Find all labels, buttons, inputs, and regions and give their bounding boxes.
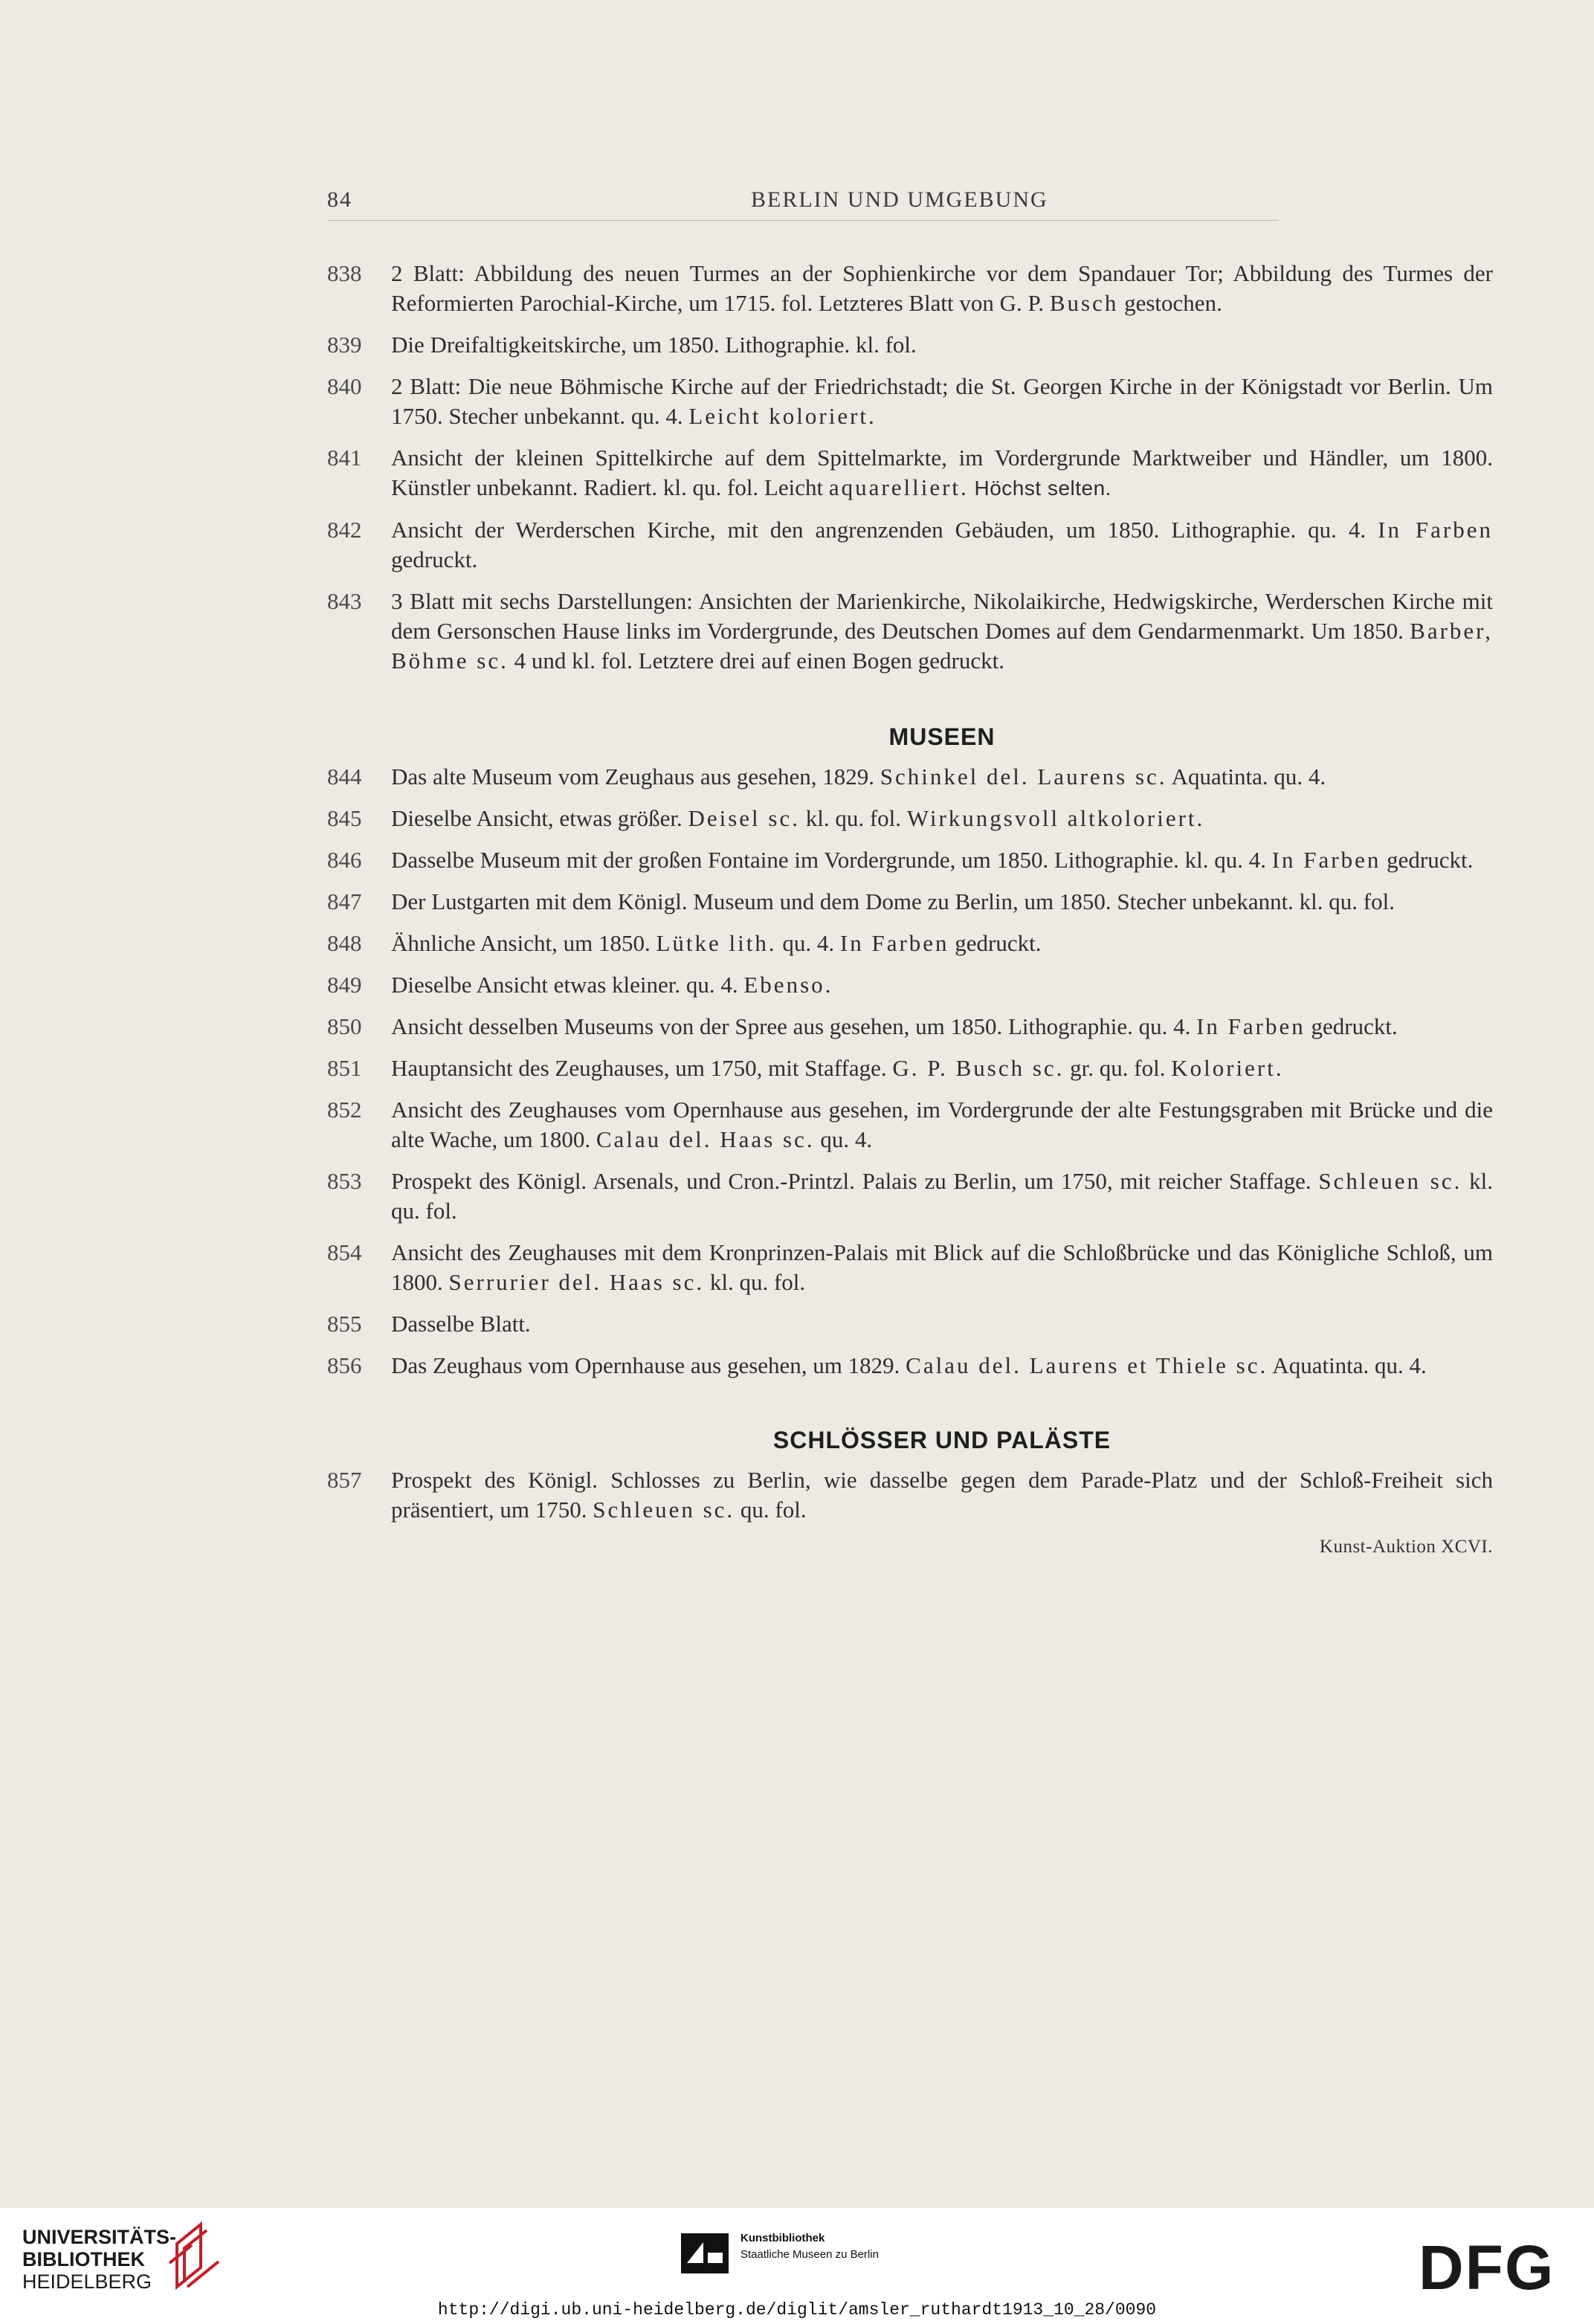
entry-number: 857 <box>327 1467 362 1493</box>
catalog-entry-847 <box>327 887 1493 917</box>
text-run: Das Zeughaus vom Opernhause aus gesehen, um 1829. <box>391 1352 906 1378</box>
section-heading-museen: MUSEEN <box>888 723 996 750</box>
catalog-entries <box>327 259 1493 1562</box>
catalog-entry-857 <box>327 1465 1493 1525</box>
kunstbibliothek-logo-icon <box>681 2233 729 2273</box>
text-run: Ansicht der Werderschen Kirche, mit den angrenzenden Gebäuden, um 1850. Lithographie. qu. 4. <box>391 517 1378 543</box>
ub-line-2: BIBLIOTHEK <box>22 2248 145 2270</box>
entry-text <box>391 588 1493 674</box>
entry-number: 841 <box>327 445 362 471</box>
entry-number: 853 <box>327 1168 362 1194</box>
page-title: BERLIN UND UMGEBUNG <box>751 187 1048 212</box>
emphasis-spaced: Schinkel del. Laurens sc. <box>880 764 1167 790</box>
catalog-entry-850 <box>327 1012 1493 1042</box>
text-run: Dasselbe Blatt. <box>391 1311 531 1337</box>
text-run: gedruckt. <box>1381 847 1474 873</box>
dfg-logo: DFG <box>1419 2233 1555 2302</box>
text-run: Hauptansicht des Zeughauses, um 1750, mit Staffage. <box>391 1055 893 1081</box>
entry-number: 851 <box>327 1055 362 1081</box>
text-run: Ansicht desselben Museums von der Spree aus gesehen, um 1850. Lithographie. qu. 4. <box>391 1013 1197 1039</box>
text-run: kl. qu. fol. <box>800 805 907 831</box>
entries-group-churches <box>327 259 1493 676</box>
entry-text <box>391 1097 1493 1152</box>
entry-number: 842 <box>327 517 362 543</box>
text-run: gestochen. <box>1118 290 1222 316</box>
text-run: gedruckt. <box>391 546 478 572</box>
catalog-entry-845 <box>327 804 1493 833</box>
ub-line-1: UNIVERSITÄTS- <box>22 2226 177 2248</box>
text-run: gedruckt. <box>949 930 1042 956</box>
text-run: Ähnliche Ansicht, um 1850. <box>391 930 656 956</box>
catalog-entry-840 <box>327 372 1493 431</box>
source-url-link[interactable]: http://digi.ub.uni-heidelberg.de/diglit/amsler_ruthardt1913_10_28/0090 <box>437 2300 1157 2320</box>
catalog-entry-846 <box>327 845 1493 875</box>
text-run: 4 und kl. fol. Letztere drei auf einen Bogen gedruckt. <box>508 648 1004 674</box>
catalog-entry-855 <box>327 1309 1493 1339</box>
ub-heidelberg-wordmark <box>22 2226 176 2293</box>
emphasis-spaced: aquarelliert. <box>828 474 969 500</box>
entry-text <box>391 1055 1284 1081</box>
entry-text <box>391 445 1493 500</box>
text-run: 2 Blatt: Abbildung des neuen Turmes an der Sophienkirche vor dem Spandauer Tor; Abbildung des Turmes der Reformierten Parochial-Kirche, um 1715. fol. Letzteres Blatt von G. P. <box>391 260 1493 316</box>
entry-text <box>391 972 833 998</box>
text-run: Das alte Museum vom Zeughaus aus gesehen, 1829. <box>391 764 880 790</box>
text-run <box>969 474 975 500</box>
entry-number: 840 <box>327 373 362 399</box>
catalog-entry-851 <box>327 1053 1493 1083</box>
entries-group-schloesser <box>327 1465 1493 1525</box>
rarity-note: Höchst selten. <box>974 477 1111 500</box>
entry-number: 843 <box>327 588 362 614</box>
text-run: gr. qu. fol. <box>1064 1055 1172 1081</box>
entry-text <box>391 332 917 358</box>
text-run: Prospekt des Königl. Arsenals, und Cron.-Printzl. Palais zu Berlin, um 1750, mit reicher Staffage. <box>391 1168 1319 1194</box>
text-run: Ansicht des Zeughauses vom Opernhause aus gesehen, im Vordergrunde der alte Festungsgraben mit Brücke und die alte Wache, um 1800. <box>391 1097 1493 1152</box>
emphasis-spaced: In Farben <box>1196 1013 1306 1039</box>
text-run: Dieselbe Ansicht etwas kleiner. qu. 4. <box>391 972 744 998</box>
text-run: Ansicht des Zeughauses mit dem Kronprinzen-Palais mit Blick auf die Schloßbrücke und das Königliche Schloß, um 1800. <box>391 1239 1493 1295</box>
section-heading-schloesser: SCHLÖSSER UND PALÄSTE <box>772 1427 1111 1453</box>
emphasis-spaced: Barber, Böhme sc. <box>391 618 1493 674</box>
entry-number: 854 <box>327 1239 362 1265</box>
emphasis-spaced: Lütke lith. <box>656 930 777 956</box>
ub-line-3: HEIDELBERG <box>22 2270 152 2293</box>
entry-text <box>391 1013 1398 1039</box>
text-run: 3 Blatt mit sechs Darstellungen: Ansichten der Marienkirche, Nikolaikirche, Hedwigskirche, Werderschen Kirche mit dem Gersonschen Hause links im Vordergrunde, des Deutschen Domes auf dem Gendarmenmarkt. Um 1850. <box>391 588 1493 644</box>
text-run: gedruckt. <box>1305 1013 1398 1039</box>
catalog-entry-852 <box>327 1095 1493 1155</box>
catalog-entry-849 <box>327 970 1493 1000</box>
entry-number: 845 <box>327 805 362 831</box>
entry-text <box>391 1168 1493 1224</box>
emphasis-spaced: Calau del. Haas sc. <box>596 1126 815 1152</box>
text-run: kl. qu. fol. <box>391 1168 1493 1224</box>
entry-number: 852 <box>327 1097 362 1123</box>
entries-group-museen <box>327 762 1493 1381</box>
entry-text <box>391 1467 1493 1523</box>
entry-number: 838 <box>327 260 362 286</box>
entry-text <box>391 1352 1427 1378</box>
kunstbibliothek-wordmark <box>740 2230 879 2263</box>
catalog-entry-843 <box>327 587 1493 676</box>
emphasis-spaced: Schleuen sc. <box>1318 1168 1462 1194</box>
kb-line-2: Staatliche Museen zu Berlin <box>740 2248 879 2261</box>
entry-number: 848 <box>327 930 362 956</box>
catalog-entry-853 <box>327 1166 1493 1226</box>
emphasis-spaced: G. P. Busch sc. <box>892 1055 1065 1081</box>
emphasis-spaced: Koloriert. <box>1171 1055 1284 1081</box>
text-run: Aquatinta. qu. 4. <box>1268 1352 1427 1378</box>
catalog-entry-848 <box>327 929 1493 958</box>
entry-text <box>391 888 1395 914</box>
entry-text <box>391 805 1204 831</box>
text-run: qu. fol. <box>735 1497 807 1523</box>
entry-text <box>391 1311 531 1337</box>
entry-text <box>391 764 1326 790</box>
emphasis-spaced: Ebenso. <box>743 972 833 998</box>
catalog-entry-841 <box>327 443 1493 503</box>
entry-number: 844 <box>327 764 362 790</box>
text-run: qu. 4. <box>776 930 840 956</box>
text-run: Ansicht der kleinen Spittelkirche auf dem Spittelmarkte, im Vordergrunde Marktweiber und Händler, um 1800. Künstler unbekannt. Radiert. kl. qu. fol. Leicht <box>391 445 1493 500</box>
auction-note: Kunst-Auktion XCVI. <box>1319 1537 1493 1557</box>
entry-text <box>391 847 1473 873</box>
text-run: Aquatinta. qu. 4. <box>1167 764 1326 790</box>
text-run: Dasselbe Museum mit der großen Fontaine im Vordergrunde, um 1850. Lithographie. kl. qu. 4. <box>391 847 1272 873</box>
entry-number: 847 <box>327 888 362 914</box>
kb-line-1: Kunstbibliothek <box>740 2232 825 2244</box>
text-run: 2 Blatt: Die neue Böhmische Kirche auf der Friedrichstadt; die St. Georgen Kirche in der Königstadt vor Berlin. Um 1750. Stecher unbekannt. qu. 4. <box>391 373 1493 429</box>
emphasis-spaced: Leicht koloriert. <box>688 403 877 429</box>
text-run: Dieselbe Ansicht, etwas größer. <box>391 805 688 831</box>
emphasis-spaced: Busch <box>1049 290 1119 316</box>
running-head <box>327 187 1487 217</box>
text-run: Die Dreifaltigkeitskirche, um 1850. Lithographie. kl. fol. <box>391 332 917 358</box>
text-run: Der Lustgarten mit dem Königl. Museum und dem Dome zu Berlin, um 1850. Stecher unbekannt. kl. qu. fol. <box>391 888 1395 914</box>
catalog-entry-844 <box>327 762 1493 792</box>
text-run: kl. qu. fol. <box>704 1269 806 1295</box>
entry-text <box>391 260 1493 316</box>
ub-heidelberg-logo-icon <box>155 2218 226 2293</box>
emphasis-spaced: Deisel sc. <box>688 805 800 831</box>
catalog-entry-842 <box>327 515 1493 575</box>
page-number: 84 <box>327 187 352 212</box>
entry-number: 856 <box>327 1352 362 1378</box>
catalog-entry-856 <box>327 1351 1493 1381</box>
catalog-entry-839 <box>327 330 1493 360</box>
entry-number: 849 <box>327 972 362 998</box>
emphasis-spaced: Calau del. Laurens et Thiele sc. <box>906 1352 1268 1378</box>
header-rule <box>327 220 1279 221</box>
emphasis-spaced: Schleuen sc. <box>593 1497 735 1523</box>
emphasis-spaced: In Farben <box>1271 847 1381 873</box>
entry-text <box>391 1239 1493 1295</box>
entry-text <box>391 517 1493 572</box>
entry-number: 846 <box>327 847 362 873</box>
text-run: Prospekt des Königl. Schlosses zu Berlin, wie dasselbe gegen dem Parade-Platz und der Schloß-Freiheit sich präsentiert, um 1750. <box>391 1467 1493 1523</box>
text-run: qu. 4. <box>814 1126 873 1152</box>
emphasis-spaced: In Farben <box>1378 517 1494 543</box>
emphasis-spaced: Serrurier del. Haas sc. <box>448 1269 705 1295</box>
entry-number: 839 <box>327 332 362 358</box>
emphasis-spaced: In Farben <box>839 930 949 956</box>
emphasis-spaced: Wirkungsvoll altkoloriert. <box>906 805 1205 831</box>
catalog-entry-854 <box>327 1238 1493 1297</box>
entry-number: 855 <box>327 1311 362 1337</box>
entry-text <box>391 930 1042 956</box>
catalog-entry-838 <box>327 259 1493 318</box>
entry-text <box>391 373 1493 429</box>
entry-number: 850 <box>327 1013 362 1039</box>
